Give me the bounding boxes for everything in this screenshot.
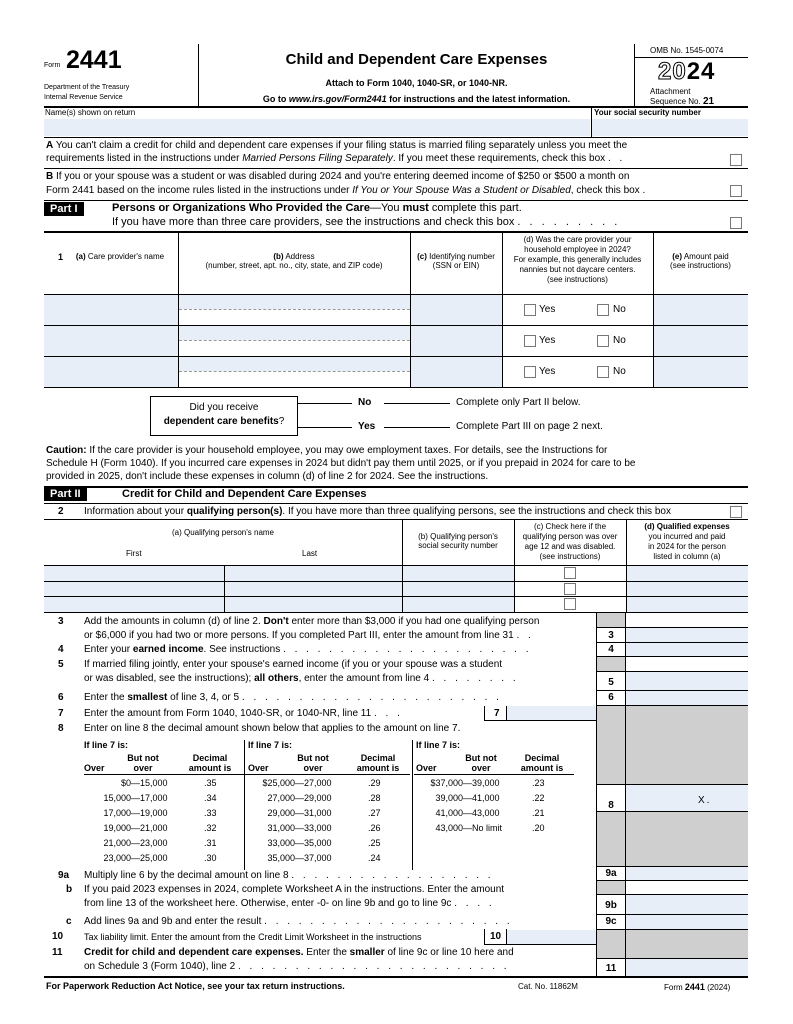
line9b-box-label: 9b (605, 900, 617, 911)
decimal-row-amount: .30 (204, 853, 217, 863)
benefits-no: No (358, 397, 372, 408)
name-input[interactable] (44, 118, 590, 137)
line9b-number: b (66, 884, 73, 895)
provider3-no-checkbox[interactable] (597, 366, 609, 378)
col-b-header: (b) Address (number, street, apt. no., city, state, and ZIP code) (205, 252, 383, 270)
qp-disabled-header: (c) Check here if the qualifying person was over age 12 and was disabled. (see instructions) (522, 522, 618, 561)
dt2-if-line7: If line 7 is: (248, 740, 293, 750)
cat-number: Cat. No. 11862M (518, 982, 578, 991)
form-number: 2441 (66, 46, 122, 74)
decimal-row-amount: .21 (532, 808, 545, 818)
provider3-yes-label: Yes (539, 366, 556, 377)
line8-number: 8 (58, 723, 64, 734)
decimal-row-over: $37,000— (430, 778, 472, 788)
decimal-table-row (248, 853, 412, 868)
col-e-header: (e) Amount paid (see instructions) (670, 252, 731, 270)
decimal-table-row (84, 793, 244, 808)
decimal-table-row (248, 838, 412, 853)
qp2-disabled-checkbox[interactable] (564, 583, 576, 595)
provider3-name-input[interactable] (44, 357, 178, 387)
decimal-row-butnot: 15,000 (140, 778, 168, 788)
decimal-row-amount: .20 (532, 823, 545, 833)
decimal-row-over: $25,000— (262, 778, 304, 788)
form-2441-page (44, 44, 748, 999)
dt3-decimal: Decimal amount is (520, 753, 564, 773)
provider2-name-input[interactable] (44, 326, 178, 356)
provider3-no-label: No (613, 366, 626, 377)
line9c-box-label: 9c (605, 916, 617, 927)
qp3-ssn-input[interactable] (403, 597, 514, 612)
decimal-row-over: 41,000— (435, 808, 472, 818)
decimal-row-amount: .31 (204, 838, 217, 848)
line8-text: Enter on line 8 the decimal amount shown below that applies to the amount on line 7. (84, 723, 461, 734)
decimal-row-amount: .32 (204, 823, 217, 833)
dept-label: Department of the Treasury (44, 84, 130, 91)
caution-line2: Schedule H (Form 1040). If you incurred care expenses in 2024 but didn't pay them until 2025, or if you prepaid in 2024 for care to be (46, 458, 636, 469)
line-b-text2: Form 2441 based on the income rules listed in the instructions under If You or Your Spouse Was a Student or Disabled, check this box . (46, 185, 649, 196)
line2-number: 2 (58, 506, 64, 517)
line10-number: 10 (52, 931, 64, 942)
col-d-header: (d) Was the care provider your household employee in 2024? For example, this generally includes nannies but not daycare centers. (see instructions) (513, 235, 642, 284)
provider2-address-input[interactable] (179, 326, 410, 356)
part2-label: Part II (44, 487, 87, 501)
provider2-no-checkbox[interactable] (597, 335, 609, 347)
decimal-table-row (416, 823, 576, 838)
line9c-text: Add lines 9a and 9b and enter the result . . . . . . . . . . . . . . . . . . . . . . (84, 916, 513, 927)
line9c-input[interactable] (626, 915, 748, 929)
line11-text2: on Schedule 3 (Form 1040), line 2 . . . . . . . . . . . . . . . . . . . . . . . . (84, 961, 510, 972)
line5-box-label: 5 (608, 677, 614, 688)
decimal-row-over: 15,000— (103, 793, 140, 803)
provider1-no-label: No (613, 304, 626, 315)
form-title: Child and Dependent Care Expenses (285, 51, 548, 68)
decimal-row-amount: .29 (368, 778, 381, 788)
decimal-row-butnot: 43,000 (472, 808, 500, 818)
line11-text1: Credit for child and dependent care expenses. Enter the smaller of line 9c or line 10 here and (84, 947, 514, 958)
qp-first-header: First (126, 549, 142, 558)
line9b-text1: If you paid 2023 expenses in 2024, complete Worksheet A in the instructions. Enter the amount (84, 884, 505, 895)
qp1-expenses-input[interactable] (627, 566, 748, 581)
decimal-row-butnot: 25,000 (140, 853, 168, 863)
line4-number: 4 (58, 644, 64, 655)
qp-last-header: Last (302, 549, 318, 558)
line-a-text2: requirements listed in the instructions under Married Persons Filing Separately. If you meet these requirements, check this box . . (46, 153, 626, 164)
decimal-row-amount: .26 (368, 823, 381, 833)
decimal-row-amount: .33 (204, 808, 217, 818)
decimal-table-row (84, 778, 244, 793)
provider3-address-input[interactable] (179, 357, 410, 387)
part1-label: Part I (44, 202, 84, 216)
goto-text: Go to www.irs.gov/Form2441 for instructions and the latest information. (262, 94, 571, 104)
decimal-row-amount: .35 (204, 778, 217, 788)
line8-box-label: 8 (608, 800, 614, 811)
qp2-last-input[interactable] (225, 582, 402, 597)
line-b-checkbox[interactable] (730, 185, 742, 197)
dt1-over: Over (84, 763, 105, 773)
decimal-row-over: 43,000— (435, 823, 472, 833)
decimal-table-row (416, 793, 576, 808)
qp3-expenses-input[interactable] (627, 597, 748, 612)
benefits-yes-text: Complete Part III on page 2 next. (456, 421, 603, 432)
paperwork-notice: For Paperwork Reduction Act Notice, see your tax return instructions. (46, 981, 345, 991)
decimal-row-over: 39,000— (435, 793, 472, 803)
part1-title: Persons or Organizations Who Provided the Care—You must complete this part. (112, 202, 522, 214)
decimal-row-over: 23,000— (103, 853, 140, 863)
decimal-table-row (84, 808, 244, 823)
line3-text1: Add the amounts in column (d) of line 2. Don't enter more than $3,000 if you had one qualifying person (84, 616, 540, 627)
part2-title: Credit for Child and Dependent Care Expenses (122, 488, 367, 500)
line9a-input[interactable] (626, 867, 748, 880)
line2-more-persons-checkbox[interactable] (730, 506, 742, 518)
omb-number: OMB No. 1545-0074 (650, 46, 724, 55)
decimal-row-over: 33,000— (267, 838, 304, 848)
dt3-butnot: But not over (465, 753, 497, 773)
decimal-row-over: 29,000— (267, 808, 304, 818)
provider1-yes-label: Yes (539, 304, 556, 315)
caution-line3: provided in 2025, don't include these expenses in column (d) of line 2 for 2024. See the instructions. (46, 471, 489, 482)
line11-input[interactable] (626, 959, 748, 976)
decimal-table-row (416, 808, 576, 823)
col-c-header: (c) Identifying number (SSN or EIN) (417, 252, 495, 270)
decimal-row-over: 27,000— (267, 793, 304, 803)
decimal-table-row (84, 838, 244, 853)
benefits-no-text: Complete only Part II below. (456, 397, 581, 408)
qp3-first-input[interactable] (44, 597, 224, 612)
dt1-butnot: But not over (127, 753, 159, 773)
attachment-label: Attachment (650, 87, 691, 96)
line2-text: Information about your qualifying person(s). If you have more than three qualifying persons, see the instructions and check this box (84, 506, 671, 517)
line-b-text1: B If you or your spouse was a student or was disabled during 2024 and you're entering deemed income of $250 or $500 a month on (46, 171, 630, 182)
provider2-yes-label: Yes (539, 335, 556, 346)
qp2-expenses-input[interactable] (627, 582, 748, 597)
decimal-row-amount: .23 (532, 778, 545, 788)
line10-box-label: 10 (490, 931, 502, 942)
line9b-input[interactable] (626, 895, 748, 914)
decimal-row-butnot: 21,000 (140, 823, 168, 833)
decimal-row-over: 35,000— (267, 853, 304, 863)
line5-text2: or was disabled, see the instructions); all others, enter the amount from line 4 . . . . . . . . (84, 673, 519, 684)
line5-number: 5 (58, 659, 64, 670)
line3-box-label: 3 (608, 630, 614, 641)
qp-name-header: (a) Qualifying person's name (171, 528, 275, 537)
provider1-no-checkbox[interactable] (597, 304, 609, 316)
decimal-row-over: 19,000— (103, 823, 140, 833)
provider2-id-input[interactable] (411, 326, 502, 356)
decimal-table-row (248, 778, 412, 793)
dt2-over: Over (248, 763, 269, 773)
qp1-ssn-input[interactable] (403, 566, 514, 581)
decimal-row-butnot: 19,000 (140, 808, 168, 818)
line7-number: 7 (58, 708, 64, 719)
decimal-row-butnot: 41,000 (472, 793, 500, 803)
line10-input[interactable] (507, 930, 596, 944)
provider2-yes-checkbox[interactable] (524, 335, 536, 347)
decimal-table-row (248, 793, 412, 808)
provider3-id-input[interactable] (411, 357, 502, 387)
irs-label: Internal Revenue Service (44, 94, 123, 101)
decimal-table-row (248, 808, 412, 823)
decimal-row-amount: .22 (532, 793, 545, 803)
qp-ssn-header: (b) Qualifying person's social security number (418, 532, 498, 550)
ssn-input[interactable] (592, 118, 748, 137)
line8-input[interactable]: X. (698, 795, 712, 806)
decimal-row-butnot: 37,000 (304, 853, 332, 863)
provider3-amount-input[interactable] (654, 357, 748, 387)
qp1-first-input[interactable] (44, 566, 224, 581)
part1-subtitle: If you have more than three care providers, see the instructions and check this box . . . . . . . . . (112, 216, 621, 228)
line9a-box-label: 9a (605, 868, 617, 879)
decimal-row-butnot: No limit (472, 823, 503, 833)
footer-form-id: Form 2441 (2024) (664, 982, 731, 992)
decimal-row-over: 31,000— (267, 823, 304, 833)
qp-expenses-header: (d) Qualified expenses you incurred and paid in 2024 for the person listed in column (a) (644, 522, 730, 561)
qp1-disabled-checkbox[interactable] (564, 567, 576, 579)
decimal-row-over: $0— (120, 778, 140, 788)
ssn-label: Your social security number (594, 108, 701, 117)
decimal-table-col3 (416, 778, 576, 838)
line9b-text2: from line 13 of the worksheet here. Otherwise, enter -0- on line 9b and go to line 9c . . . . (84, 898, 495, 909)
provider1-id-input[interactable] (411, 295, 502, 325)
decimal-row-amount: .27 (368, 808, 381, 818)
line4-input[interactable] (626, 643, 748, 656)
decimal-row-butnot: 39,000 (472, 778, 500, 788)
provider1-yes-checkbox[interactable] (524, 304, 536, 316)
qp1-last-input[interactable] (225, 566, 402, 581)
part1-more-providers-checkbox[interactable] (730, 217, 742, 229)
provider3-yes-checkbox[interactable] (524, 366, 536, 378)
line-a-checkbox[interactable] (730, 154, 742, 166)
line-a-text1: A You can't claim a credit for child and dependent care expenses if your filing status is married filing separately unless you meet the (46, 140, 628, 151)
col-a-header: (a) Care provider's name (75, 252, 165, 261)
decimal-row-over: 17,000— (103, 808, 140, 818)
line6-box-label: 6 (608, 692, 614, 703)
attach-text: Attach to Form 1040, 1040-SR, or 1040-NR. (325, 78, 508, 88)
line10-text: Tax liability limit. Enter the amount from the Credit Limit Worksheet in the instructions (84, 932, 422, 942)
decimal-table-col1 (84, 778, 244, 868)
qp3-last-input[interactable] (225, 597, 402, 612)
decimal-row-amount: .24 (368, 853, 381, 863)
line6-number: 6 (58, 692, 64, 703)
decimal-row-butnot: 17,000 (140, 793, 168, 803)
decimal-row-butnot: 31,000 (304, 808, 332, 818)
line11-box-label: 11 (605, 963, 617, 974)
line9c-number: c (66, 916, 72, 927)
provider1-address-input[interactable] (179, 295, 410, 325)
decimal-table-col2 (248, 778, 412, 868)
line4-text: Enter your earned income. See instructions . . . . . . . . . . . . . . . . . . . . . . (84, 644, 532, 655)
line7-text: Enter the amount from Form 1040, 1040-SR, or 1040-NR, line 11 . . . (84, 708, 403, 719)
line6-text: Enter the smallest of line 3, 4, or 5 . . . . . . . . . . . . . . . . . . . . . . . (84, 692, 502, 703)
name-label: Name(s) shown on return (45, 108, 136, 117)
line9a-text: Multiply line 6 by the decimal amount on line 8 . . . . . . . . . . . . . . . . . . (84, 870, 494, 881)
decimal-row-butnot: 27,000 (304, 778, 332, 788)
line7-box-label: 7 (494, 708, 500, 719)
decimal-row-butnot: 23,000 (140, 838, 168, 848)
qp2-first-input[interactable] (44, 582, 224, 597)
line1-number: 1 (58, 252, 64, 262)
dt1-decimal: Decimal amount is (188, 753, 232, 773)
line6-input[interactable] (626, 691, 748, 705)
benefits-question-box: Did you receive dependent care benefits? (150, 396, 298, 436)
dt2-decimal: Decimal amount is (356, 753, 400, 773)
decimal-row-butnot: 29,000 (304, 793, 332, 803)
line9a-number: 9a (58, 870, 70, 881)
form-label: Form (44, 62, 61, 69)
dt1-if-line7: If line 7 is: (84, 740, 129, 750)
benefits-yes: Yes (358, 421, 376, 432)
line7-input[interactable] (507, 706, 596, 720)
qp3-disabled-checkbox[interactable] (564, 598, 576, 610)
line4-box-label: 4 (608, 644, 614, 655)
line3-number: 3 (58, 616, 64, 627)
decimal-row-amount: .25 (368, 838, 381, 848)
decimal-row-amount: .34 (204, 793, 217, 803)
provider1-name-input[interactable] (44, 295, 178, 325)
provider2-no-label: No (613, 335, 626, 346)
qp2-ssn-input[interactable] (403, 582, 514, 597)
sequence-label: Sequence No. 21 (650, 96, 715, 107)
decimal-table-row (84, 823, 244, 838)
decimal-row-over: 21,000— (103, 838, 140, 848)
decimal-row-butnot: 33,000 (304, 823, 332, 833)
dt2-butnot: But not over (297, 753, 329, 773)
provider2-amount-input[interactable] (654, 326, 748, 356)
caution-line1: Caution: If the care provider is your household employee, you may owe employment taxes. For details, see the Instructions for (46, 445, 608, 456)
decimal-row-butnot: 35,000 (304, 838, 332, 848)
tax-year: 2024 (658, 58, 716, 85)
irs-link[interactable]: www.irs.gov/Form2441 (288, 94, 387, 104)
provider1-amount-input[interactable] (654, 295, 748, 325)
line5-input[interactable] (626, 672, 748, 690)
dt3-if-line7: If line 7 is: (416, 740, 461, 750)
line3-input[interactable] (626, 628, 748, 642)
decimal-row-amount: .28 (368, 793, 381, 803)
line3-text2: or $6,000 if you had two or more persons. If you completed Part III, enter the amount from line 31 . . (84, 630, 534, 641)
decimal-table-row (416, 778, 576, 793)
decimal-table-row (84, 853, 244, 868)
line5-text1: If married filing jointly, enter your spouse's earned income (if you or your spouse was a student (84, 659, 503, 670)
dt3-over: Over (416, 763, 437, 773)
decimal-table-row (248, 823, 412, 838)
line11-number: 11 (52, 947, 63, 958)
